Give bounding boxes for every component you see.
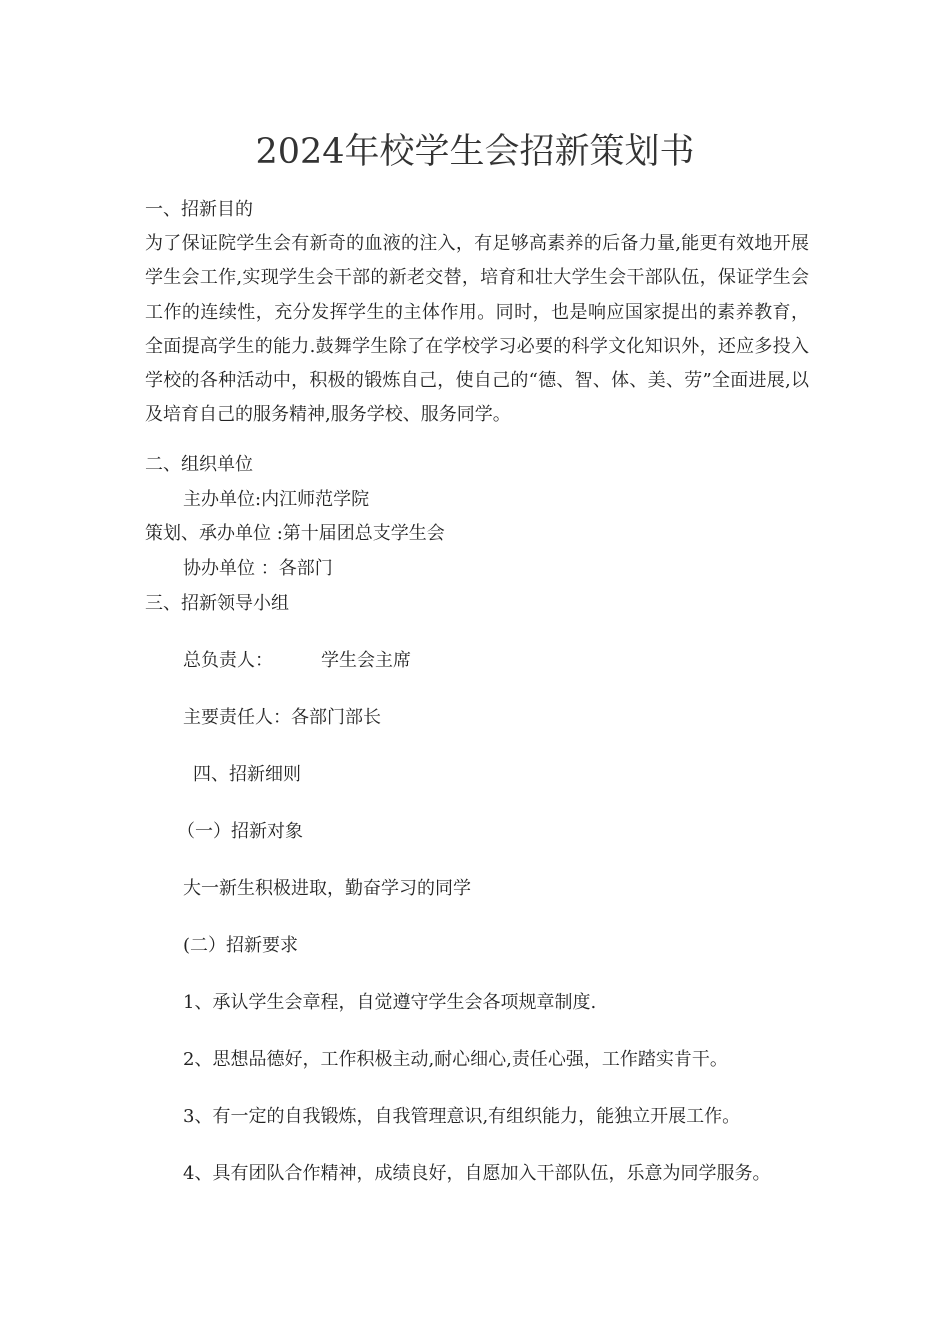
requirement-item: 3、有一定的自我锻炼，自我管理意识,有组织能力，能独立开展工作。 — [183, 1106, 741, 1127]
chief-value: 学生会主席 — [321, 650, 411, 671]
host-unit: 主办单位:内江师范学院 — [183, 489, 370, 510]
organizer-unit: 策划、承办单位 :第十届团总支学生会 — [145, 523, 445, 544]
target-body: 大一新生积极进取，勤奋学习的同学 — [183, 878, 471, 899]
document-title: 2024年校学生会招新策划书 — [255, 132, 695, 172]
requirements-heading: (二）招新要求 — [183, 935, 299, 956]
section-heading-details: 四、招新细则 — [193, 764, 301, 785]
requirement-item: 4、具有团队合作精神，成绩良好，自愿加入干部队伍，乐意为同学服务。 — [183, 1163, 771, 1184]
section-heading-organization: 二、组织单位 — [145, 454, 253, 475]
purpose-paragraph: 为了保证院学生会有新奇的血液的注入，有足够高素养的后备力量,能更有效地开展学生会工作,实现学生会干部的新老交替，培育和壮大学生会干部队伍，保证学生会工作的连续性，充分发挥学生的主体作用。同时，也是响应国家提出的素养教育，全面提高学生的能力.鼓舞学生除了在学校学习必要的科学文化知识外，还应多投入学校的各种活动中，积极的锻炼自己，使自己的“德、智、体、美、劳”全面进展,以及培育自己的服务精神,服务学校、服务同学。 — [145, 233, 809, 426]
chief-label: 总负责人： — [183, 650, 273, 671]
target-heading: （一）招新对象 — [177, 821, 303, 842]
requirement-item: 1、承认学生会章程，自觉遵守学生会各项规章制度. — [183, 992, 597, 1013]
chief-responsible — [183, 647, 411, 675]
requirement-item: 2、思想品德好，工作积极主动,耐心细心,责任心强，工作踏实肯干。 — [183, 1049, 728, 1070]
section-heading-leadership: 三、招新领导小组 — [145, 593, 289, 614]
co-organizer-unit: 协办单位 ：各部门 — [183, 558, 333, 579]
section-heading-purpose: 一、招新目的 — [145, 199, 253, 220]
main-responsible: 主要责任人：各部门部长 — [183, 707, 381, 728]
